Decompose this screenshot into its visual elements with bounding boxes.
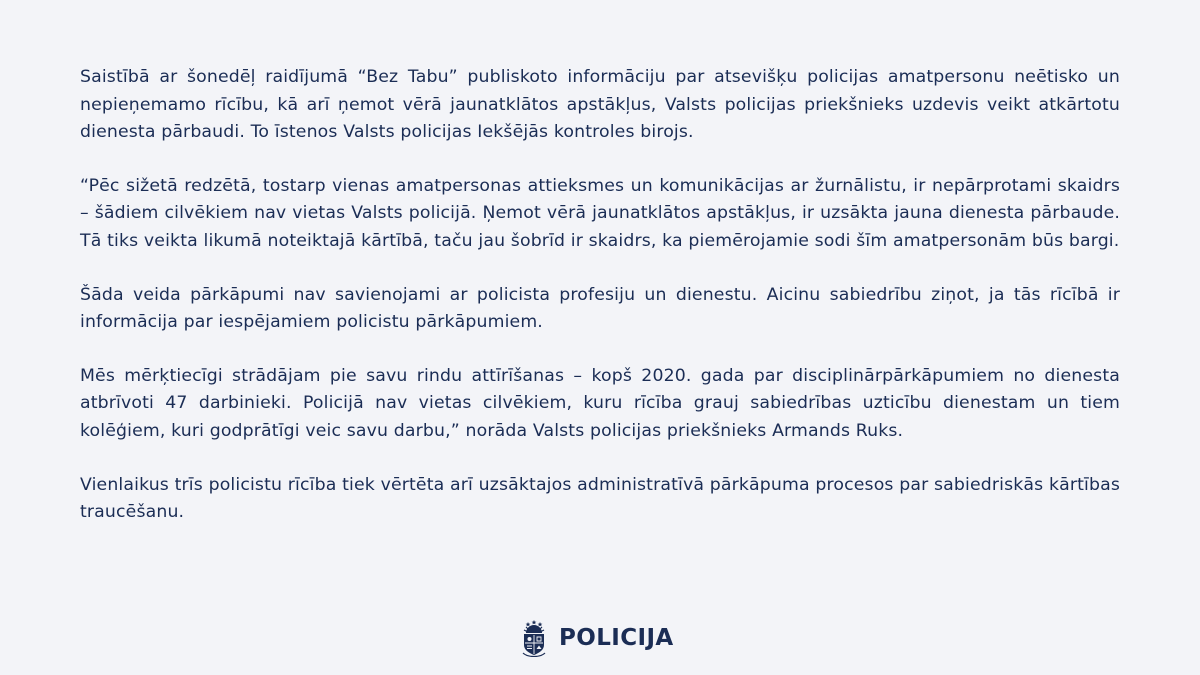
paragraph-4: Mēs mērķtiecīgi strādājam pie savu rindu attīrīšanas – kopš 2020. gada par disciplinārpārkāpumiem no dienesta atbrīvoti 47 darbinieki. Policijā nav vietas cilvēkiem, kuru rīcība grauj sabiedrības uzticību dienestam un tiem kolēģiem, kuri godprātīgi veic savu darbu,” norāda Valsts policijas priekšnieks Armands Ruks. <box>80 365 1120 441</box>
logo-text: POLICIJA <box>559 625 674 651</box>
statement-body <box>80 64 1120 553</box>
paragraph-5: Vienlaikus trīs policistu rīcība tiek vērtēta arī uzsāktajos administratīvā pārkāpuma procesos par sabiedriskās kārtības traucēšanu. <box>80 474 1120 523</box>
coat-of-arms-icon <box>521 619 547 657</box>
paragraph-1: Saistībā ar šonedēļ raidījumā “Bez Tabu” publiskoto informāciju par atsevišķu policijas amatpersonu neētisko un nepieņemamo rīcību, kā arī ņemot vērā jaunatklātos apstākļus, Valsts policijas priekšnieks uzdevis veikt atkārtotu dienesta pārbaudi. To īstenos Valsts policijas Iekšējās kontroles birojs. <box>80 67 1120 143</box>
policija-logo <box>521 618 674 658</box>
paragraph-3: Šāda veida pārkāpumi nav savienojami ar policista profesiju un dienestu. Aicinu sabiedrību ziņot, ja tās rīcībā ir informācija par iespējamiem policistu pārkāpumiem. <box>80 284 1120 333</box>
paragraph-2: “Pēc sižetā redzētā, tostarp vienas amatpersonas attieksmes un komunikācijas ar žurnālistu, ir nepārprotami skaidrs – šādiem cilvēkiem nav vietas Valsts policijā. Ņemot vērā jaunatklātos apstākļus, ir uzsākta jauna dienesta pārbaude. Tā tiks veikta likumā noteiktajā kārtībā, taču jau šobrīd ir skaidrs, ka piemērojamie sodi šīm amatpersonām būs bargi. <box>80 175 1120 251</box>
